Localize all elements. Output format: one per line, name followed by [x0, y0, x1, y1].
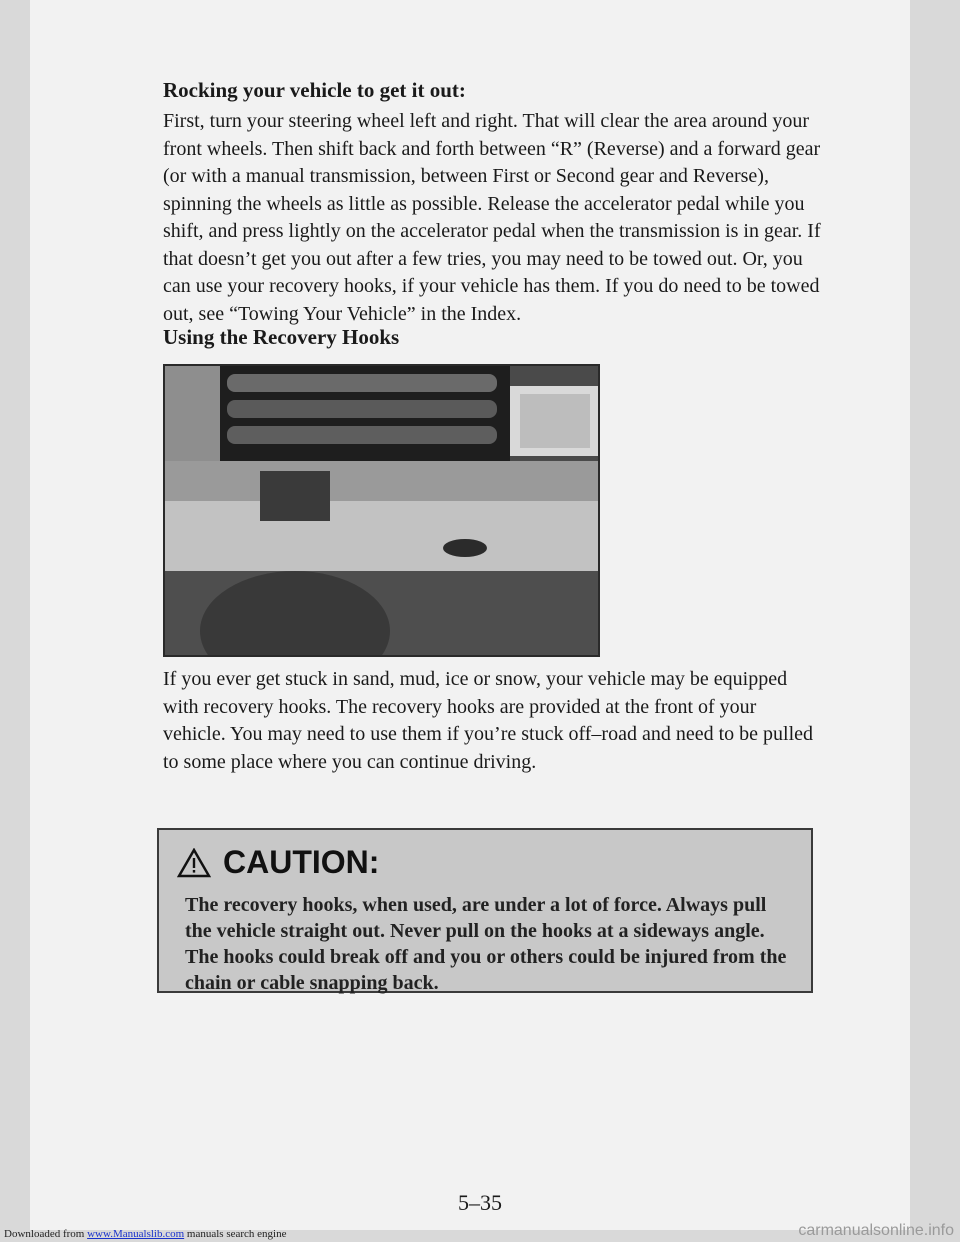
page-number: 5–35 [458, 1190, 502, 1215]
caution-title-row [177, 844, 379, 881]
caution-box [157, 828, 813, 993]
manualslib-link[interactable]: www.Manualslib.com [87, 1228, 185, 1240]
recovery-hooks-heading: Using the Recovery Hooks [163, 325, 400, 349]
caution-title: CAUTION: [223, 844, 380, 880]
footer-prefix: Downloaded from [4, 1228, 88, 1240]
footer-suffix: manuals search engine [184, 1228, 287, 1240]
rocking-paragraph: First, turn your steering wheel left and right. That will clear the area around your front wheels. Then shift back and forth between “R” (Reverse) and a forward gear (or with a manual transmission, between First or Second gear and Reverse), spinning the wheels as little as possible. Release the accelerator pedal while you shift, and press lightly on the accelerator pedal when the transmission is in gear. If that doesn’t get you out after a few tries, you may need to be towed out. Or, you can use your recovery hooks, if your vehicle has them. If you do need to be towed out, see “Towing Your Vehicle” in the Index. [163, 110, 821, 325]
watermark: carmanualsonline.info [798, 1222, 954, 1239]
section-heading: Rocking your vehicle to get it out: [163, 78, 466, 102]
truck-grille-illustration [165, 366, 598, 655]
warning-triangle-icon [177, 848, 211, 878]
recovery-hooks-paragraph: If you ever get stuck in sand, mud, ice or snow, your vehicle may be equipped with recovery hooks. The recovery hooks are provided at the front of your vehicle. You may need to use them if you’re stuck off–road and need to be pulled to some place where you can continue driving. [163, 668, 814, 773]
download-footer [4, 1228, 286, 1240]
vehicle-front-photo [163, 364, 600, 657]
caution-text: The recovery hooks, when used, are under a lot of force. Always pull the vehicle straight out. Never pull on the hooks at a sideways angle. The hooks could break off and you or others could be injured from the chain or cable snapping back. [185, 894, 787, 994]
